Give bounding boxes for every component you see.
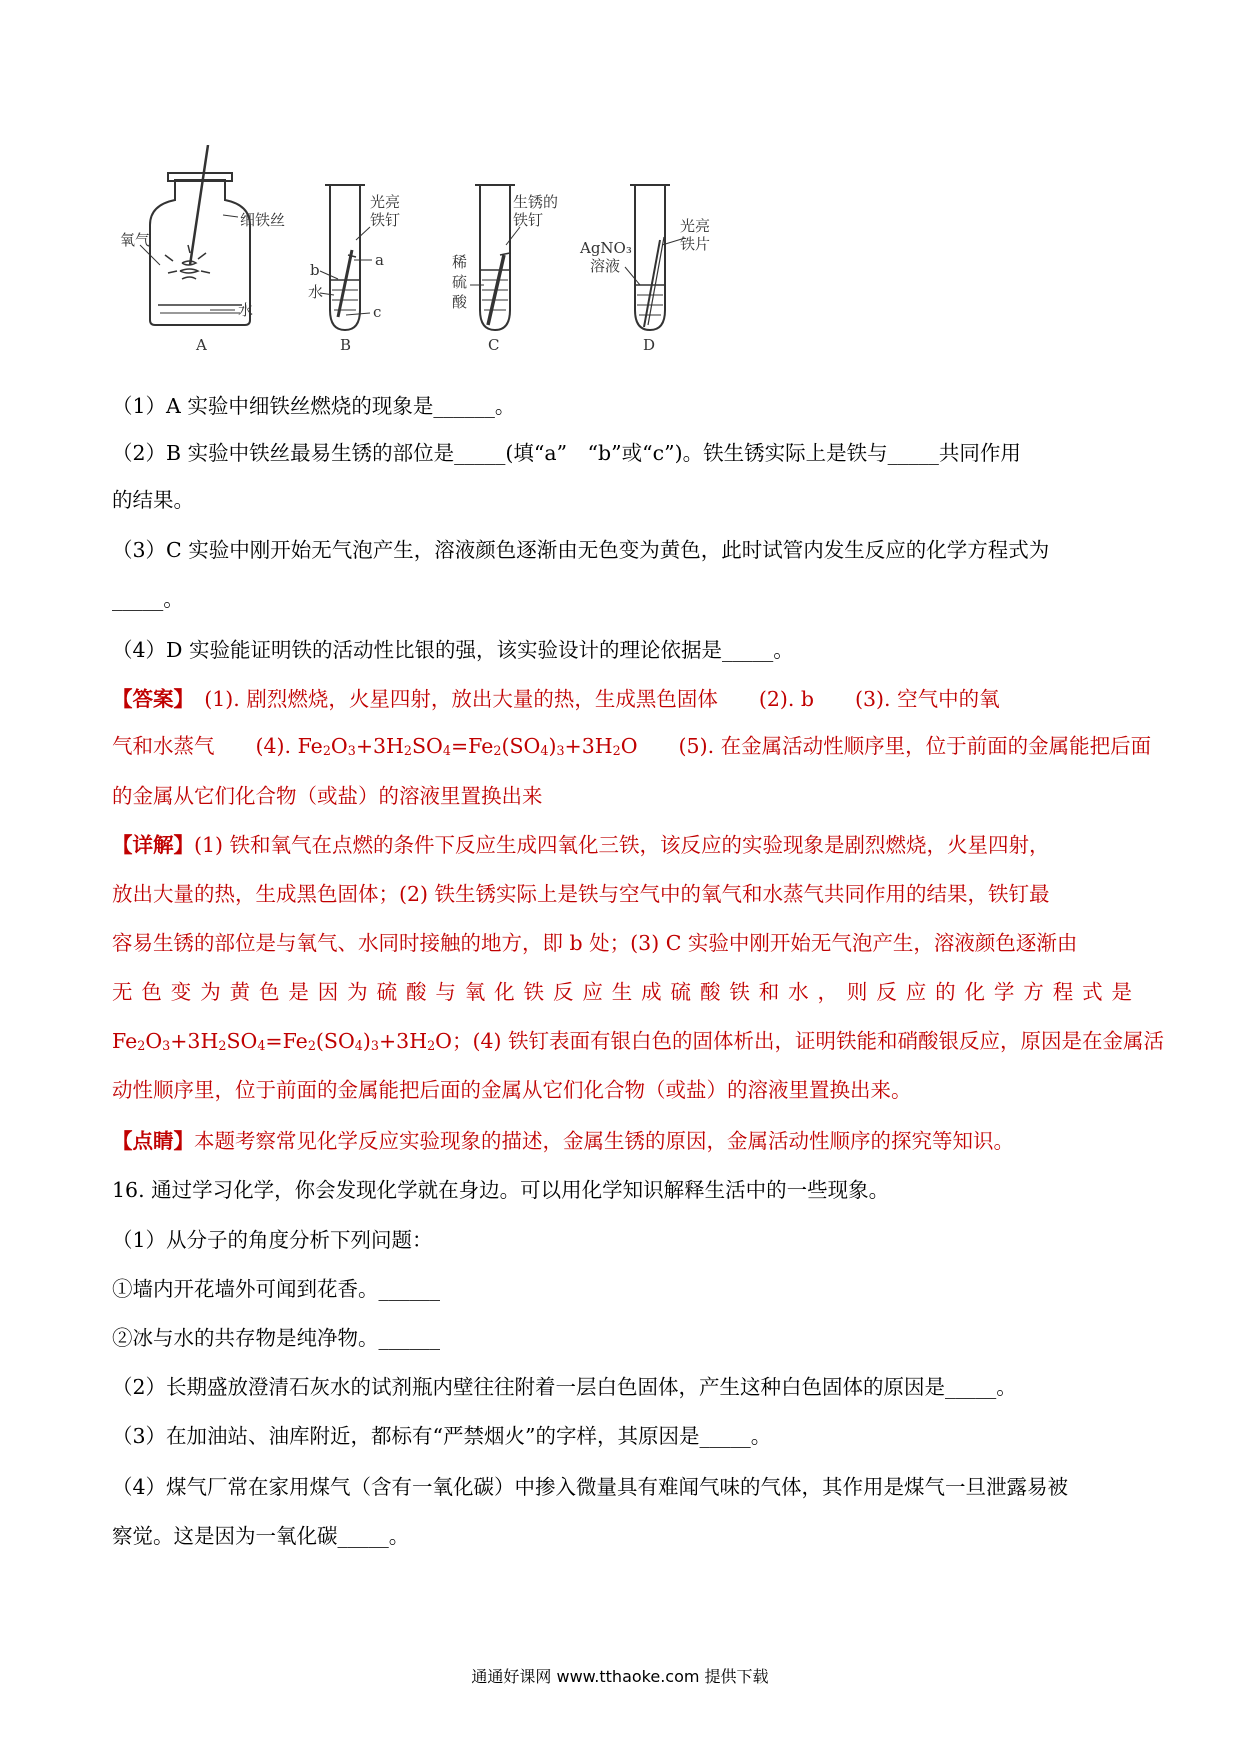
experiment-diagram (120, 145, 840, 380)
answer-line-3: 的金属从它们化合物（或盐）的溶液里置换出来 (112, 784, 543, 808)
label-shiny-sheet: 光亮 (680, 217, 711, 235)
detail-line-2: 放出大量的热，生成黑色固体；(2) 铁生锈实际上是铁与空气中的氧气和水蒸气共同作用的结果，铁钉最 (112, 882, 1050, 906)
label-water-a: 水 (238, 301, 254, 319)
detail-line-4: 无色变为黄色是因为硫酸与氧化铁反应生成硫酸铁和水，则反应的化学方程式是 (112, 980, 1132, 1004)
iron-sheet (644, 240, 660, 327)
point-tag: 【点睛】 (112, 1129, 194, 1153)
question-4: （4）D 实验能证明铁的活动性比银的强，该实验设计的理论依据是_____。 (112, 638, 794, 662)
question-3-cont: _____。 (112, 587, 184, 611)
label-point-c: c (373, 303, 382, 321)
answer-tag: 【答案】 (112, 687, 184, 711)
question-16-1a: ①墙内开花墙外可闻到花香。______ (112, 1277, 440, 1301)
detail-line-1: 【详解】(1) 铁和氧气在点燃的条件下反应生成四氧化三铁，该反应的实验现象是剧烈燃烧，火星四射， (112, 833, 1050, 857)
label-nail: 铁钉 (370, 211, 401, 229)
answer-line-2: 气和水蒸气 (4). $Fe_2O_3+3H_2SO_4=Fe_2(SO_4)_3+3H_2O$ (5). 在金属活动性顺序里，位于前面的金属能把后面 (112, 734, 1152, 758)
question-3: （3）C 实验中刚开始无气泡产生，溶液颜色逐渐由无色变为黄色，此时试管内发生反应的化学方程式为 (112, 538, 1050, 562)
question-16-2: （2）长期盛放澄清石灰水的试剂瓶内壁往往附着一层白色固体，产生这种白色固体的原因是_____。 (112, 1375, 1017, 1399)
label-solution: 溶液 (590, 257, 621, 275)
label-sheet: 铁片 (680, 235, 711, 253)
label-acid-3: 酸 (452, 293, 468, 311)
label-shiny: 光亮 (370, 193, 401, 211)
question-1: （1）A 实验中细铁丝燃烧的现象是______。 (112, 394, 516, 418)
label-rusty-2: 铁钉 (513, 211, 544, 229)
question-16-3: （3）在加油站、油库附近，都标有“严禁烟火”的字样，其原因是_____。 (112, 1424, 772, 1448)
label-oxygen: 氧气 (120, 231, 151, 249)
label-water-b: 水 (308, 283, 324, 301)
tube-c (480, 185, 510, 330)
question-16-1: （1）从分子的角度分析下列问题： (112, 1228, 433, 1252)
label-rusty-1: 生锈的 (513, 193, 559, 211)
label-acid-2: 硫 (452, 273, 468, 291)
label-iron-wire: 细铁丝 (240, 211, 286, 229)
label-point-b: b (310, 261, 320, 279)
experiment-figure (120, 145, 840, 380)
question-2: （2）B 实验中铁丝最易生锈的部位是_____(填“a” “b”或“c”)。铁生锈实际上是铁与_____共同作用 (112, 441, 1021, 465)
nail-b (338, 250, 352, 317)
label-a: A (196, 336, 207, 354)
answer-line-1 (112, 685, 1132, 713)
page-footer: 通通好课网 www.tthaoke.com 提供下载 (471, 1667, 769, 1686)
iron-wire (190, 145, 208, 265)
question-2-cont: 的结果。 (112, 488, 194, 512)
question-16-1b: ②冰与水的共存物是纯净物。______ (112, 1326, 440, 1350)
detail-line-3: 容易生锈的部位是与氧气、水同时接触的地方，即 b 处；(3) C 实验中刚开始无气泡产生，溶液颜色逐渐由 (112, 931, 1078, 955)
question-16-4-cont: 察觉。这是因为一氧化碳_____。 (112, 1524, 410, 1548)
label-d: D (643, 336, 656, 354)
label-b: B (340, 336, 352, 354)
question-16-4: （4）煤气厂常在家用煤气（含有一氧化碳）中掺入微量具有难闻气味的气体，其作用是煤气一旦泄露易被 (112, 1475, 1069, 1499)
answer-text-1: (1). 剧烈燃烧，火星四射，放出大量的热，生成黑色固体 (2). b (3). 空气中的氧 (183, 687, 1000, 711)
question-16: 16. 通过学习化学，你会发现化学就在身边。可以用化学知识解释生活中的一些现象。 (112, 1178, 890, 1202)
point-line: 【点睛】本题考察常见化学反应实验现象的描述，金属生锈的原因，金属活动性顺序的探究等知识。 (112, 1129, 1014, 1153)
label-acid-1: 稀 (452, 253, 468, 271)
detail-tag: 【详解】 (112, 833, 194, 857)
label-point-a: a (375, 251, 384, 269)
detail-line-6: 动性顺序里，位于前面的金属能把后面的金属从它们化合物（或盐）的溶液里置换出来。 (112, 1078, 912, 1102)
detail-line-5: $Fe_2O_3+3H_2SO_4=Fe_2(SO_4)_3+3H_2O$；(4) 铁钉表面有银白色的固体析出，证明铁能和硝酸银反应，原因是在金属活 (112, 1029, 1165, 1053)
label-c: C (488, 336, 500, 354)
label-agno3: AgNO₃ (580, 239, 632, 257)
